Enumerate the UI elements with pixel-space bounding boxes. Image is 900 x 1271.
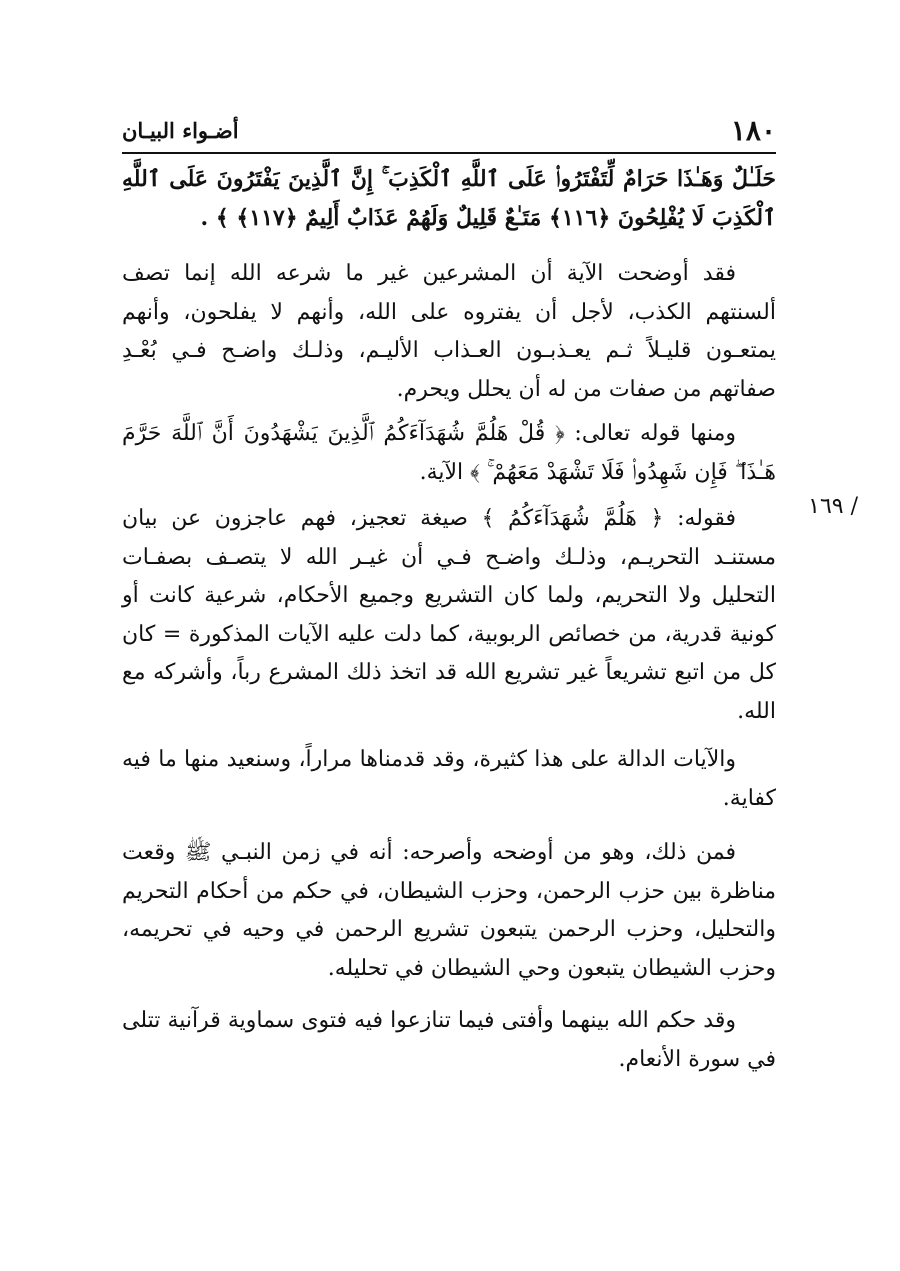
paragraph-3: فقوله: ﴿ هَلُمَّ شُهَدَآءَكُمُ ﴾ صيغة تعجيز، فهم عاجزون عن بيان مستنـد التحريـم، وذلـك واضـح فـي أن غيـر الله لا يتصـف بصفـات التحليل ولا التحريم، ولما كان التشريع وجميع الأحكام، شرعية كانت أو كونية قدرية، من خصائص الربوبية، كما دلت عليه الآيات المذكورة = كان كل من اتبع تشريعاً غير تشريع الله قد اتخذ ذلك المشرع رباً، وأشركه مع الله.	[122, 506, 776, 724]
paragraph-5: فمن ذلك، وهو من أوضحه وأصرحه: أنه في زمن النبـي ﷺ وقعت مناظرة بين حزب الرحمن، وحزب الشيطان، في حكم من أحكام التحريم والتحليل، وحزب الرحمن يتبعون تشريع الرحمن في وحيه في تحريمه، وحزب الشيطان يتبعون وحي الشيطان في تحليله.	[122, 840, 776, 981]
paragraph-2: ومنها قوله تعالى: ﴿ قُلْ هَلُمَّ شُهَدَآءَكُمُ ٱلَّذِينَ يَشْهَدُونَ أَنَّ ٱللَّهَ حَرَّمَ هَـٰذَا ۖ فَإِن شَهِدُوا۟ فَلَا تَشْهَدْ مَعَهُمْ ۚ ﴾ الآية.	[122, 421, 776, 485]
page-number: ١٨٠	[730, 114, 776, 147]
page-header	[122, 108, 776, 152]
quran-verse-continuation: حَلَـٰلٌ وَهَـٰذَا حَرَامٌ لِّتَفْتَرُوا۟ عَلَى ٱللَّهِ ٱلْكَذِبَ ۚ إِنَّ ٱلَّذِينَ يَفْتَرُونَ عَلَى ٱللَّهِ ٱلْكَذِبَ لَا يُفْلِحُونَ ﴿١١٦﴾ مَتَـٰعٌ قَلِيلٌ وَلَهُمْ عَذَابٌ أَلِيمٌ ﴿١١٧﴾ ﴾ .	[122, 166, 776, 231]
paragraph-6: وقد حكم الله بينهما وأفتى فيما تنازعوا فيه فتوى سماوية قرآنية تتلى في سورة الأنعام.	[122, 1008, 776, 1072]
paragraph-1: فقد أوضحت الآية أن المشرعين غير ما شرعه الله إنما تصف ألسنتهم الكذب، لأجل أن يفتروه على الله، وأنهم لا يفلحون، وأنهم يمتعـون قليـلاً ثـم يعـذبـون العـذاب الأليـم، وذلـك واضـح فـي بُعْـدِ صفاتهم من صفات من له أن يحلل ويحرم.	[122, 261, 776, 402]
page-body	[122, 160, 776, 1079]
header-rule	[122, 152, 776, 154]
running-title: أضـواء البيـان	[122, 118, 239, 143]
margin-page-reference: / ١٦٩	[808, 494, 858, 519]
paragraph-4: والآيات الدالة على هذا كثيرة، وقد قدمناها مراراً، وسنعيد منها ما فيه كفاية.	[122, 747, 776, 811]
